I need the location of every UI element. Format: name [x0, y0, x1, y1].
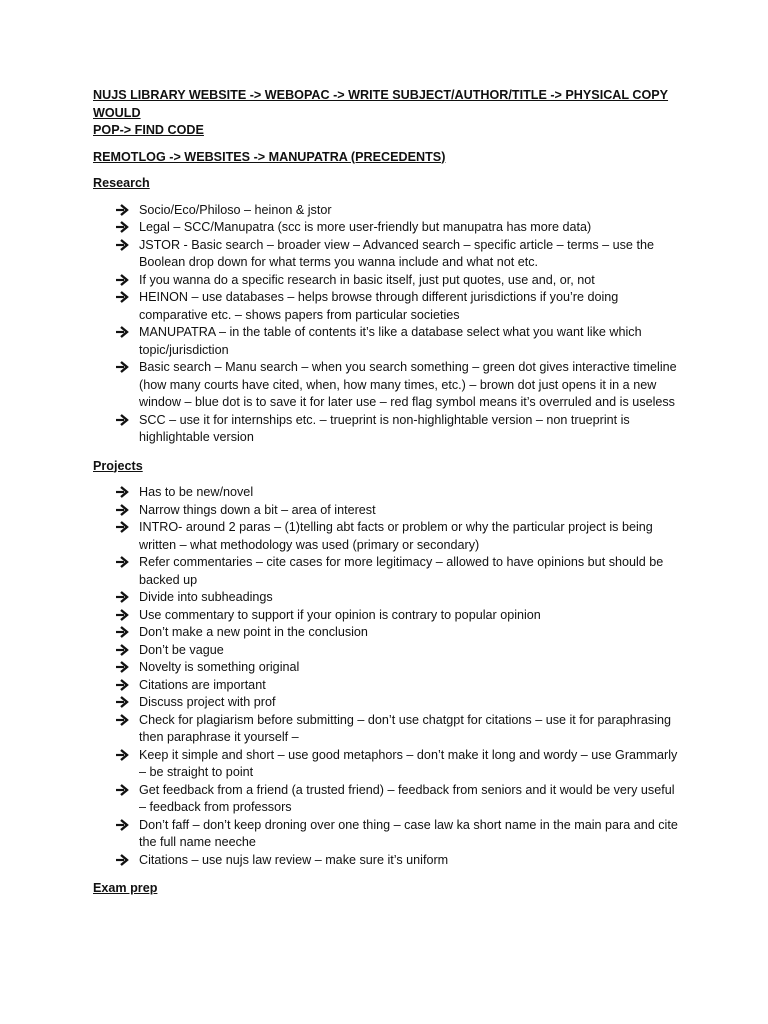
list-item-text: Refer commentaries – cite cases for more legitimacy – allowed to have opinions but should be backed up: [139, 555, 664, 587]
list-item: [93, 272, 683, 290]
list-item: [93, 624, 683, 642]
arrow-right-icon: [115, 660, 129, 674]
arrow-right-icon: [115, 413, 129, 427]
list-item: [93, 519, 683, 554]
list-item-text: Check for plagiarism before submitting – don’t use chatgpt for citations – use it for paraphrasing then paraphrase it yourself –: [139, 712, 672, 744]
library-path-line-2: POP-> FIND CODE: [93, 123, 204, 137]
list-item-text: Has to be new/novel: [139, 485, 254, 499]
arrow-right-icon: [115, 748, 129, 762]
list-item: [93, 852, 683, 870]
list-item-text: SCC – use it for internships etc. – trueprint is non-highlightable version – non trueprint is highlightable version: [139, 412, 630, 444]
arrow-right-icon: [115, 360, 129, 374]
arrow-right-icon: [115, 273, 129, 287]
list-item: [93, 607, 683, 625]
list-item-text: MANUPATRA – in the table of contents it’s like a database select what you want like which topic/jurisdiction: [139, 325, 642, 357]
list-item: [93, 484, 683, 502]
list-item-text: Keep it simple and short – use good metaphors – don’t make it long and wordy – use Grammarly – be straight to point: [139, 747, 678, 779]
list-item: [93, 589, 683, 607]
arrow-right-icon: [115, 238, 129, 252]
arrow-right-icon: [115, 485, 129, 499]
arrow-right-icon: [115, 643, 129, 657]
list-item-text: Citations are important: [139, 677, 266, 692]
list-item: [93, 642, 683, 660]
arrow-right-icon: [115, 220, 129, 234]
list-item-text: Citations – use nujs law review – make sure it’s uniform: [139, 852, 449, 867]
list-item-text: Get feedback from a friend (a trusted friend) – feedback from seniors and it would be very useful – feedback from professors: [139, 782, 675, 814]
list-item: [93, 712, 683, 747]
list-item-text: JSTOR - Basic search – broader view – Advanced search – specific article – terms – use the Boolean drop down for what terms you wanna include and what not etc.: [139, 237, 654, 269]
arrow-right-icon: [115, 325, 129, 339]
arrow-right-icon: [115, 203, 129, 217]
list-item: [93, 554, 683, 589]
list-item-text: Use commentary to support if your opinion is contrary to popular opinion: [139, 607, 541, 622]
list-item: [93, 237, 683, 272]
arrow-right-icon: [115, 853, 129, 867]
list-item-text: Discuss project with prof: [139, 695, 276, 709]
arrow-right-icon: [115, 555, 129, 569]
arrow-right-icon: [115, 503, 129, 517]
arrow-right-icon: [115, 590, 129, 604]
list-item: [93, 289, 683, 324]
list-item: [93, 694, 683, 712]
arrow-right-icon: [115, 695, 129, 709]
arrow-right-icon: [115, 678, 129, 692]
list-item: [93, 412, 683, 447]
arrow-right-icon: [115, 290, 129, 304]
remotlog-path-line: REMOTLOG -> WEBSITES -> MANUPATRA (PRECEDENTS): [93, 149, 446, 164]
list-item-text: Narrow things down a bit – area of interest: [139, 502, 376, 517]
arrow-right-icon: [115, 783, 129, 797]
projects-list: [93, 484, 683, 869]
projects-heading: Projects: [93, 458, 143, 473]
list-item-text: Legal – SCC/Manupatra (scc is more user-friendly but manupatra has more data): [139, 220, 592, 234]
list-item-text: Basic search – Manu search – when you search something – green dot gives interactive timeline (how many courts have cited, when, how many times, etc.) – brown dot just opens it in a new window – blue dot is to save it for later use – red flag symbol means it’s overruled and is useless: [139, 360, 677, 409]
library-path-line-1: NUJS LIBRARY WEBSITE -> WEBOPAC -> WRITE SUBJECT/AUTHOR/TITLE -> PHYSICAL COPY WOULD: [93, 88, 669, 120]
list-item-text: Novelty is something original: [139, 660, 300, 674]
list-item-text: Socio/Eco/Philoso – heinon & jstor: [139, 202, 332, 217]
list-item: [93, 202, 683, 220]
research-heading: Research: [93, 176, 150, 190]
list-item-text: Don’t faff – don’t keep droning over one thing – case law ka short name in the main para and cite the full name neeche: [139, 817, 678, 849]
document-page: [93, 87, 683, 898]
list-item-text: HEINON – use databases – helps browse through different jurisdictions if you’re doing comparative etc. – shows papers from particular societies: [139, 290, 619, 322]
arrow-right-icon: [115, 713, 129, 727]
exam-prep-heading: Exam prep: [93, 881, 158, 895]
list-item: [93, 659, 683, 677]
arrow-right-icon: [115, 520, 129, 534]
list-item-text: Don’t be vague: [139, 642, 224, 657]
arrow-right-icon: [115, 818, 129, 832]
arrow-right-icon: [115, 608, 129, 622]
list-item: [93, 219, 683, 237]
arrow-right-icon: [115, 625, 129, 639]
list-item-text: INTRO- around 2 paras – (1)telling abt facts or problem or why the particular project is being written – what methodology was used (primary or secondary): [139, 520, 653, 552]
list-item-text: Divide into subheadings: [139, 590, 273, 604]
list-item: [93, 677, 683, 695]
list-item: [93, 502, 683, 520]
list-item: [93, 324, 683, 359]
list-item-text: Don’t make a new point in the conclusion: [139, 625, 368, 639]
research-list: [93, 202, 683, 447]
list-item: [93, 747, 683, 782]
list-item-text: If you wanna do a specific research in basic itself, just put quotes, use and, or, not: [139, 272, 595, 287]
list-item: [93, 359, 683, 412]
list-item: [93, 782, 683, 817]
list-item: [93, 817, 683, 852]
